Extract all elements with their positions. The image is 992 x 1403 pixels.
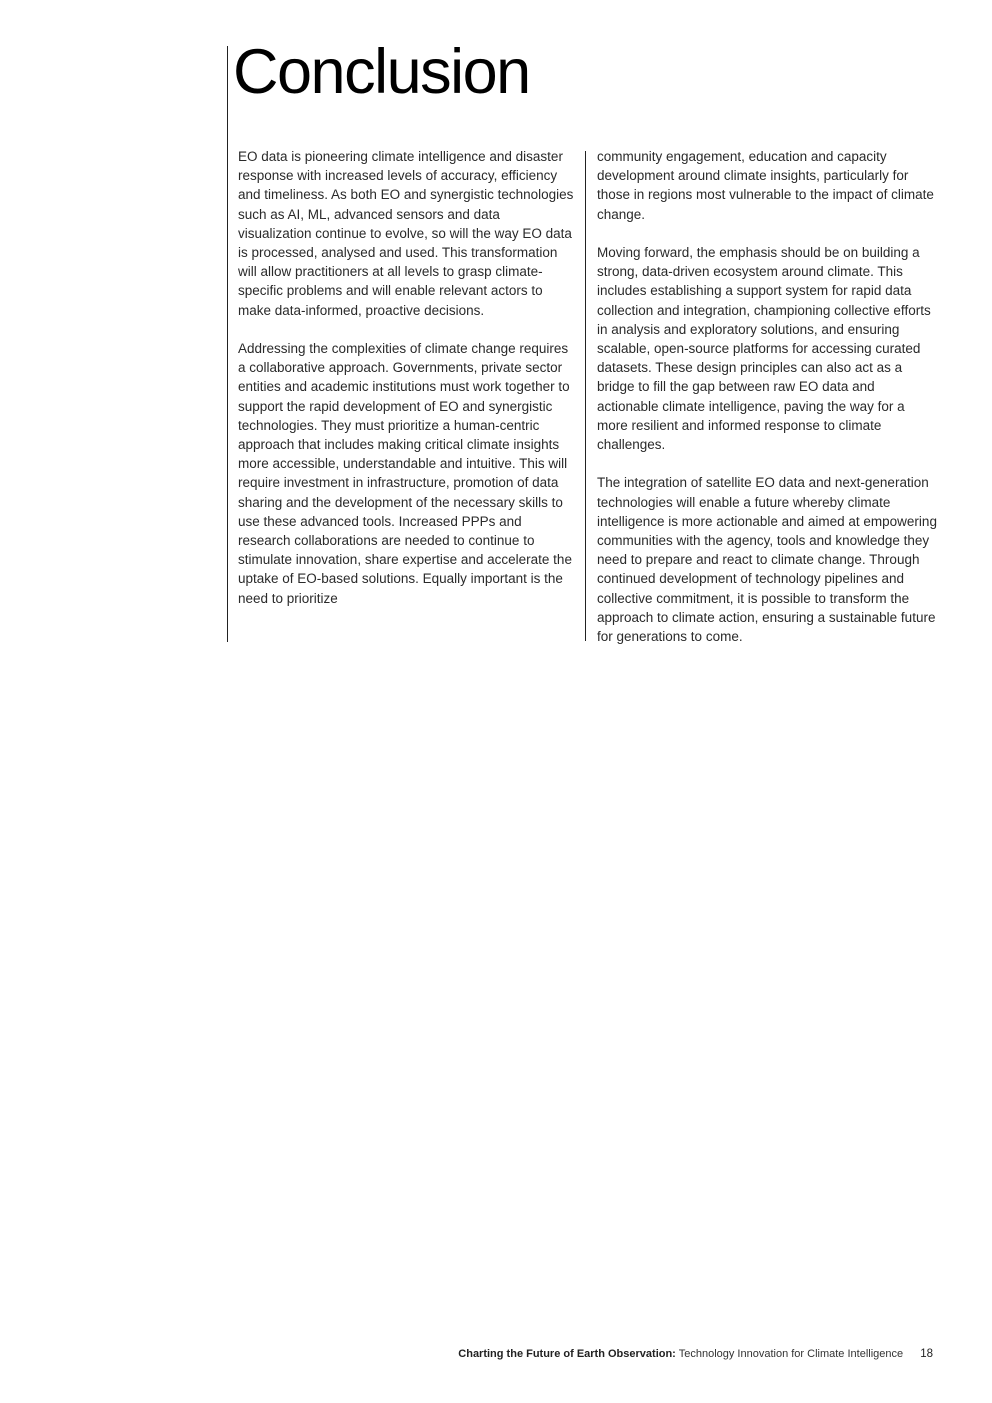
left-paragraph-2: Addressing the complexities of climate change requires a collaborative approach. Governments, private sector entities and academic institutions must work together to support the rapid development of EO and synergistic technologies. They must prioritize a human-centric approach that includes making critical climate insights more accessible, understandable and intuitive. This will require investment in infrastructure, promotion of data sharing and the development of the necessary skills to use these advanced tools. Increased PPPs and research collaborations are needed to continue to stimulate innovation, share expertise and accelerate the uptake of EO-based solutions. Equally important is the need to prioritize bbox=[238, 341, 572, 606]
page-number: 18 bbox=[920, 1348, 933, 1360]
footer-report-title: Charting the Future of Earth Observation: bbox=[458, 1348, 676, 1360]
right-paragraph-2: Moving forward, the emphasis should be on building a strong, data-driven ecosystem around climate. This includes establishing a support system for rapid data collection and integration, championing collective efforts in analysis and exploratory solutions, and ensuring scalable, open-source platforms for accessing curated datasets. These design principles can also act as a bridge to fill the gap between raw EO data and actionable climate intelligence, paving the way for a more resilient and informed response to climate challenges. bbox=[597, 245, 931, 453]
title-rule bbox=[227, 46, 228, 642]
left-column bbox=[238, 147, 576, 608]
right-paragraph-1: community engagement, education and capacity development around climate insights, particularly for those in regions most vulnerable to the impact of climate change. bbox=[597, 149, 934, 222]
left-paragraph-1: EO data is pioneering climate intelligence and disaster response with increased levels of accuracy, efficiency and timeliness. As both EO and synergistic technologies such as AI, ML, advanced sensors and data visualization continue to evolve, so will the way EO data is processed, analysed and used. This transformation will allow practitioners at all levels to grasp climate-specific problems and will enable relevant actors to make data-informed, proactive decisions. bbox=[238, 149, 574, 318]
footer-report-subtitle: Technology Innovation for Climate Intelligence bbox=[678, 1348, 904, 1360]
right-paragraph-3: The integration of satellite EO data and next-generation technologies will enable a future whereby climate intelligence is more actionable and aimed at empowering communities with the agency, tools and knowledge they need to prepare and react to climate change. Through continued development of technology pipelines and collective commitment, it is possible to transform the approach to climate action, ensuring a sustainable future for generations to come. bbox=[597, 475, 937, 645]
page-title: Conclusion bbox=[233, 37, 530, 107]
column-divider bbox=[585, 151, 586, 641]
right-column bbox=[597, 147, 937, 646]
page-footer bbox=[458, 1346, 933, 1362]
